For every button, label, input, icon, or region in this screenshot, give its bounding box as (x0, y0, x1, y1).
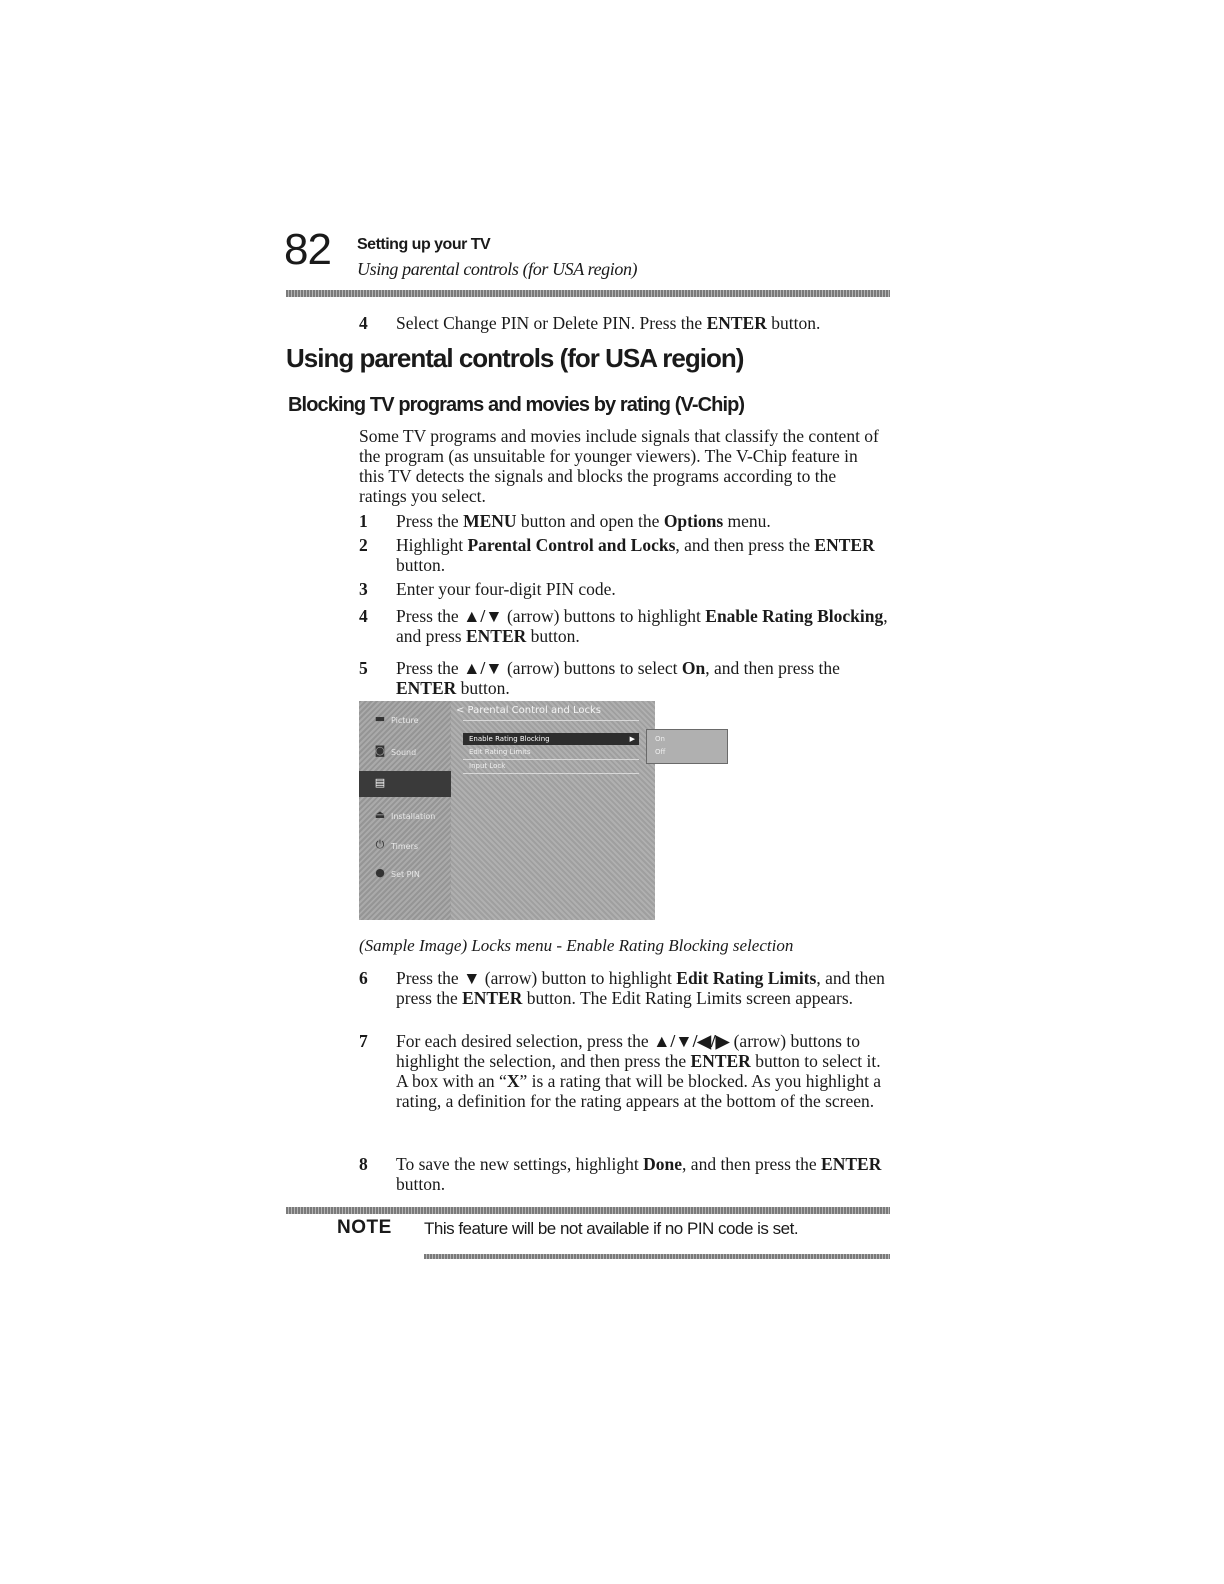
intro-paragraph: Some TV programs and movies include signals that classify the content of the program (as unsuitable for younger viewers). The V-Chip feature in this TV detects the signals and blocks the programs according to the ratings you select. (359, 426, 879, 506)
tv-sidebar-item-installation: ⏏ Installation (374, 808, 436, 821)
tv-sidebar-item-setpin: ● Set PIN (359, 861, 451, 887)
chapter-title: Setting up your TV (357, 236, 491, 253)
image-caption: (Sample Image) Locks menu - Enable Rating Blocking selection (359, 936, 794, 955)
options-icon: ▤ (374, 776, 386, 789)
section-running-head: Using parental controls (for USA region) (357, 259, 638, 279)
note-top-rule (286, 1207, 890, 1214)
tv-row-enable-rating-blocking: Enable Rating Blocking ▶ (463, 733, 639, 745)
header-rule (286, 290, 890, 297)
sound-icon: ◙ (374, 744, 386, 757)
sub-heading: Blocking TV programs and movies by rating (V-Chip) (288, 394, 745, 416)
tv-sidebar-item-sound: ◙ Sound (374, 744, 417, 757)
tv-sidebar-item-options (359, 771, 451, 797)
note-bottom-rule (424, 1254, 890, 1259)
installation-icon: ⏏ (374, 808, 386, 821)
tv-row-divider (463, 773, 639, 774)
main-heading: Using parental controls (for USA region) (286, 343, 744, 373)
tv-submenu-on-off (646, 729, 728, 764)
tv-row-edit-rating-limits: Edit Rating Limits (469, 748, 531, 756)
tv-sidebar-item-picture: ▬ Picture (374, 712, 419, 725)
tv-menu-divider (463, 720, 639, 721)
picture-icon: ▬ (374, 712, 386, 725)
tv-row-input-lock: Input Lock (469, 762, 506, 770)
note-label: NOTE (337, 1217, 392, 1238)
tv-sidebar-item-timers: ⏻ Timers (359, 833, 451, 859)
timer-icon: ⏻ (375, 838, 385, 851)
tv-submenu-on: On (655, 735, 665, 743)
page-number: 82 (284, 225, 331, 274)
right-arrow-icon: ▶ (629, 735, 635, 743)
top-step-text: Select Change PIN or Delete PIN. Press the ENTER button. (396, 313, 821, 333)
tv-menu-sidebar (359, 701, 451, 920)
tv-menu-title: < Parental Control and Locks (456, 705, 601, 716)
help-icon: ● (375, 866, 385, 879)
tv-menu-screenshot (359, 701, 655, 920)
top-step-number: 4 (359, 313, 368, 333)
note-text: This feature will be not available if no PIN code is set. (424, 1219, 799, 1238)
tv-submenu-off: Off (655, 748, 666, 756)
